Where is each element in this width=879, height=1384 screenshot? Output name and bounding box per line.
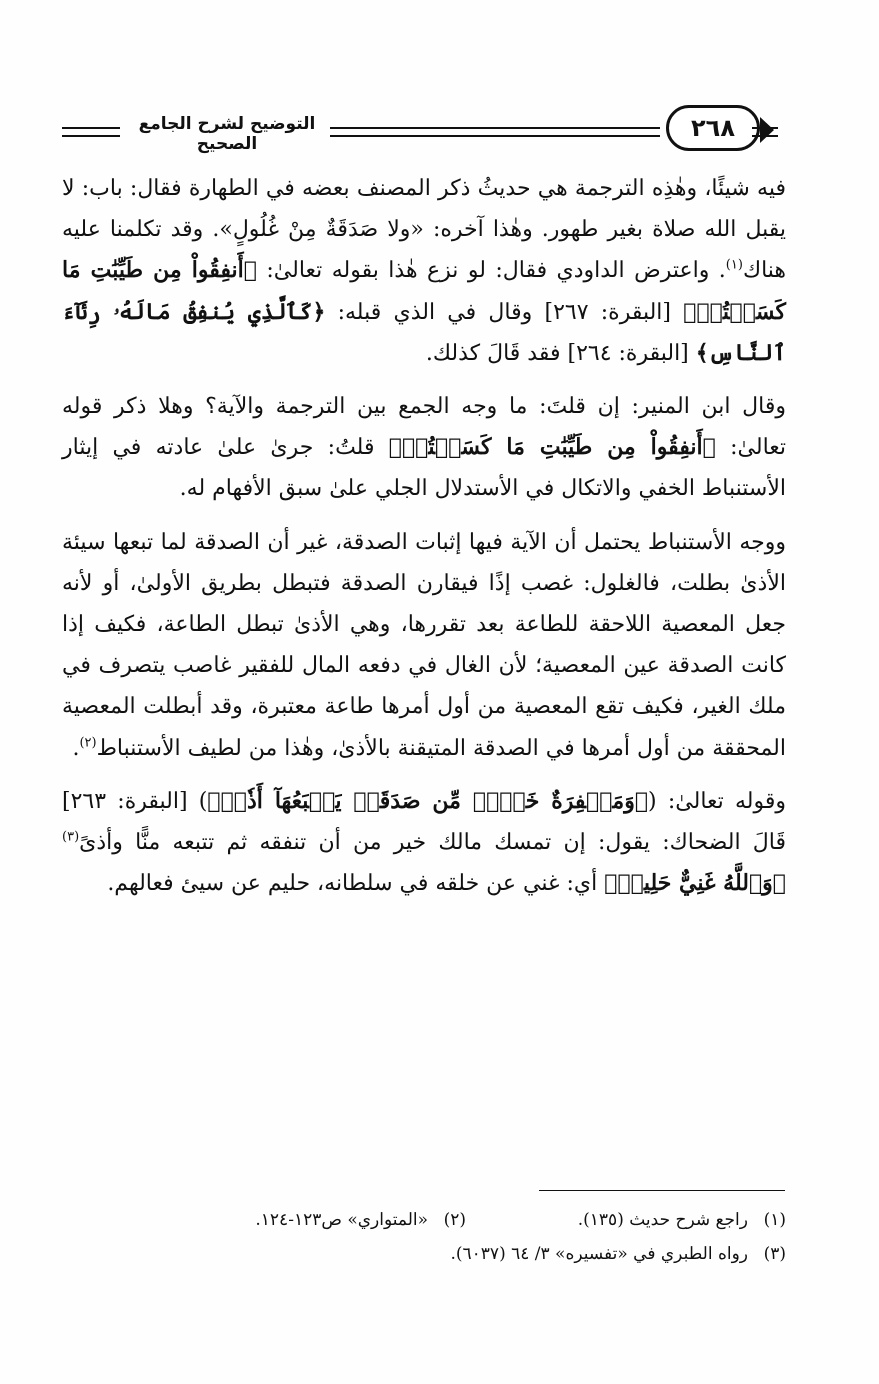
footnote-number: (١)	[763, 1210, 786, 1230]
footnote-line-1	[62, 1203, 786, 1237]
paragraph-3	[62, 522, 786, 769]
header-rule-left	[62, 127, 120, 137]
footnote-1	[466, 1203, 786, 1237]
text-run: أي: غني عن خلقه في سلطانه، حليم عن سيئ فعالهم.	[107, 871, 605, 897]
text-run: . واعترض الداودي فقال: لو نزع هٰذا بقوله تعالىٰ:	[256, 258, 726, 284]
footnote-number: (٣)	[763, 1244, 786, 1264]
text-run: وقوله تعالىٰ: (	[648, 788, 787, 814]
footnote-2	[146, 1203, 466, 1237]
quran-verse: ﴿وَٱللَّهُ غَنِيٌّ حَلِيمٞ﴾	[604, 870, 786, 897]
footnote-text: «المتواري» ص١٢٣-١٢٤.	[255, 1210, 428, 1230]
text-run: [البقرة: ٢٦٧] وقال في الذي قبله:	[325, 299, 684, 325]
footnote-number: (٢)	[443, 1210, 466, 1230]
paragraph-2	[62, 386, 786, 510]
header-rule-right	[752, 127, 778, 137]
quran-verse: ﴿كَٱلَّذِي يُنفِقُ مَالَهُۥ رِئَآءَ ٱلنَّاسِ﴾	[62, 298, 786, 366]
page-number: ٢٦٨	[666, 105, 760, 151]
text-run: .	[72, 735, 80, 761]
paragraph-4	[62, 781, 786, 905]
main-text	[62, 168, 786, 904]
footnote-ref-1: (١)	[725, 258, 743, 274]
footnote-text: رواه الطبري في «تفسيره» ٣/ ٦٤ (٦٠٣٧).	[450, 1244, 748, 1264]
footnote-separator	[539, 1190, 785, 1191]
footnote-3	[450, 1237, 786, 1271]
running-title: التوضيح لشرح الجامع الصحيح	[138, 114, 316, 154]
footnote-line-2	[62, 1237, 786, 1271]
paragraph-1	[62, 168, 786, 374]
quran-verse: ﴿وَمَغۡفِرَةٌ خَيۡرٞ مِّن صَدَقَةٖ يَتۡبَعُهَآ أَذٗىۗ﴾	[207, 787, 649, 814]
quran-verse: ﴿أَنفِقُواْ مِن طَيِّبَٰتِ مَا كَسَبۡتُمۡ﴾	[62, 257, 786, 325]
header-rule-middle	[330, 127, 660, 137]
footnotes	[62, 1203, 786, 1271]
text-run: ووجه الأستنباط يحتمل أن الآية فيها إثبات الصدقة، غير أن الصدقة لما تبعها سيئة الأذىٰ بطلت، فالغلول: غصب إذًا فيقارن الصدقة فتبطل بطريق الأولىٰ، أو لأنه جعل المعصية اللاحقة للطاعة بعد تقررها، وهي الأذىٰ تبطل الطاعة، فكيف إذا كانت الصدقة عين المعصية؛ لأن الغال في دفعه المال للفقير غاصب يتصرف في ملك الغير، فكيف تقع المعصية من أول أمرها طاعة معتبرة، وقد أبطلت المعصية المحققة من أول أمرها في الصدقة المتيقنة بالأذىٰ، وهٰذا من لطيف الأستنباط	[62, 529, 786, 761]
text-run: وقال ابن المنير: إن قلتَ: ما وجه الجمع بين الترجمة والآية؟ وهلا ذكر قوله تعالىٰ:	[62, 394, 787, 461]
text-run: قلتُ: جرىٰ علىٰ عادته في إيثار الأستنباط الخفي والاتكال في الأستدلال الجلي علىٰ سبق الأفهام له.	[62, 435, 786, 502]
text-run: ) [البقرة: ٢٦٣] قَالَ الضحاك: يقول: إن تمسك مالك خير من أن تنفقه ثم تتبعه منًّا وأذىً	[62, 788, 786, 856]
footnote-ref-2: (٢)	[79, 735, 97, 751]
running-header	[62, 100, 778, 160]
footnote-ref-3: (٣)	[62, 829, 80, 845]
text-run: فيه شيئًا، وهٰذِه الترجمة هي حديثُ ذكر المصنف بعضه في الطهارة فقال: باب: لا يقبل الله صلاة بغير طهور. وهٰذا آخره: «ولا صَدَقَةٌ مِنْ غُلُولٍ». وقد تكلمنا عليه هناك	[62, 176, 787, 284]
footnote-text: راجع شرح حديث (١٣٥).	[577, 1210, 748, 1230]
text-run: [البقرة: ٢٦٤] فقد قَالَ كذلك.	[425, 340, 696, 366]
quran-verse: ﴿أَنفِقُواْ مِن طَيِّبَٰتِ مَا كَسَبۡتُمۡ﴾	[388, 434, 716, 461]
